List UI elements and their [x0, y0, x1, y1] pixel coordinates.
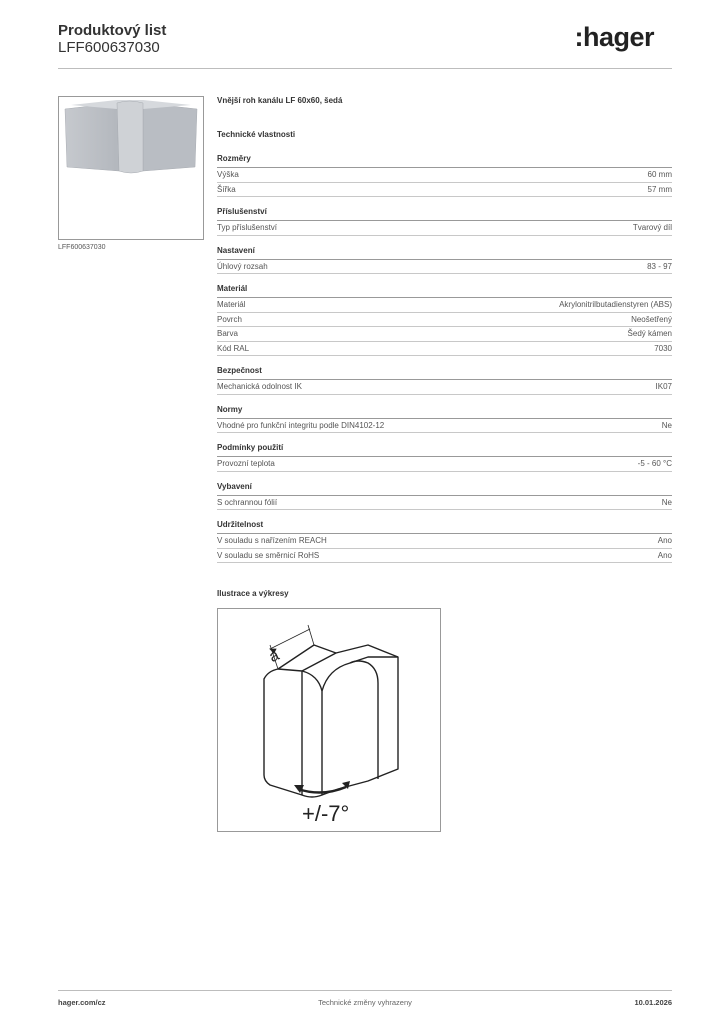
property-row [217, 183, 672, 198]
section [217, 246, 672, 275]
property-row [217, 298, 672, 313]
property-value: Tvarový díl [632, 223, 672, 232]
property-value: Ano [657, 536, 672, 545]
product-name: Vnější roh kanálu LF 60x60, šedá [217, 96, 343, 105]
section-title: Udržitelnost [217, 520, 672, 534]
header-divider [58, 68, 672, 69]
property-row [217, 549, 672, 564]
property-value: 7030 [654, 343, 672, 353]
section-title: Materiál [217, 284, 672, 298]
property-value: Neošetřený [631, 314, 672, 324]
section [217, 405, 672, 434]
property-row [217, 457, 672, 472]
technical-properties-title: Technické vlastnosti [217, 130, 296, 139]
property-name: Mechanická odolnost IK [217, 382, 302, 391]
property-row [217, 168, 672, 183]
property-name: Typ příslušenství [217, 223, 278, 232]
property-name: Materiál [217, 300, 246, 309]
property-value: Šedý kámen [627, 329, 672, 338]
section [217, 520, 672, 563]
section [217, 284, 672, 356]
page-header [58, 22, 672, 68]
section-title: Bezpečnost [217, 366, 672, 380]
property-value: 57 mm [647, 184, 672, 194]
property-row [217, 419, 672, 434]
product-details [217, 96, 672, 563]
section-title: Příslušenství [217, 207, 672, 221]
section-title: Rozměry [217, 154, 672, 168]
property-row [217, 327, 672, 342]
section [217, 366, 672, 395]
property-value: -5 - 60 °C [637, 459, 672, 468]
property-name: V souladu se směrnicí RoHS [217, 550, 320, 560]
corner-drawing [218, 609, 440, 831]
technical-drawing [217, 608, 441, 832]
section-title: Normy [217, 405, 672, 419]
section-title: Nastavení [217, 246, 672, 260]
property-row [217, 534, 672, 549]
property-value: Ne [661, 420, 672, 430]
property-row [217, 313, 672, 328]
product-photo-image [59, 97, 203, 239]
document-title: Produktový list [58, 22, 167, 39]
property-value: Ne [661, 497, 672, 507]
property-name: Vhodné pro funkční integritu podle DIN4102-12 [217, 420, 385, 430]
property-value: Akrylonitrilbutadienstyren (ABS) [559, 300, 672, 309]
property-name: Šířka [217, 184, 236, 194]
property-row [217, 221, 672, 236]
property-name: Povrch [217, 314, 242, 324]
property-value: 83 - 97 [647, 261, 672, 271]
footer-date: 10.01.2026 [634, 998, 672, 1007]
product-photo [58, 96, 204, 240]
properties-sections [217, 154, 672, 563]
section-title: Podmínky použití [217, 443, 672, 457]
property-row [217, 342, 672, 357]
property-name: Výška [217, 170, 239, 179]
section [217, 207, 672, 236]
property-value: 60 mm [647, 170, 672, 179]
illustrations-title: Ilustrace a výkresy [217, 589, 289, 598]
property-name: Barva [217, 329, 238, 338]
section [217, 154, 672, 197]
property-value: Ano [657, 550, 672, 560]
dimension-label: a [266, 646, 282, 666]
section [217, 482, 672, 511]
product-code: LFF600637030 [58, 39, 160, 56]
section-title: Vybavení [217, 482, 672, 496]
property-name: S ochrannou fólií [217, 497, 278, 507]
hager-logo: :hager [574, 22, 654, 52]
property-name: Úhlový rozsah [217, 261, 268, 271]
photo-caption: LFF600637030 [58, 244, 106, 251]
section [217, 443, 672, 472]
property-value: IK07 [655, 382, 672, 391]
footer-disclaimer: Technické změny vyhrazeny [318, 998, 412, 1007]
property-name: V souladu s nařízením REACH [217, 536, 327, 545]
footer-divider [58, 990, 672, 991]
property-row [217, 496, 672, 511]
property-name: Provozní teplota [217, 459, 275, 468]
property-row [217, 380, 672, 395]
footer-website-link[interactable]: hager.com/cz [58, 998, 106, 1007]
property-row [217, 260, 672, 275]
angle-label: +/-7° [302, 801, 350, 826]
property-name: Kód RAL [217, 343, 250, 353]
